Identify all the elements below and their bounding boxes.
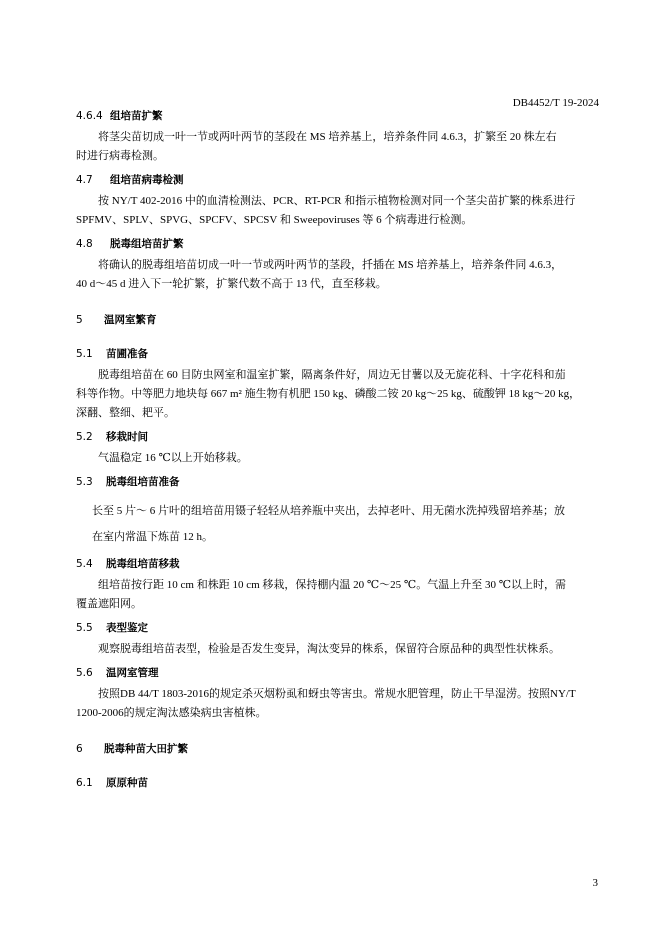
paragraph [76, 685, 600, 723]
section-number: 5.3 [76, 476, 93, 488]
paragraph [76, 256, 600, 294]
paragraph-line: 科等作物。中等肥力地块每 667 m² 施生物有机肥 150 kg、磷酸二铵 20 kg～25 kg、硫酸钾 18 kg～20 kg， [76, 388, 581, 400]
paragraph-line: 覆盖遮阳网。 [76, 598, 142, 610]
section-title: 脱毒组培苗移栽 [106, 558, 180, 570]
section-title: 移栽时间 [106, 431, 148, 443]
section-number: 4.6.4 [76, 110, 103, 122]
paragraph [76, 366, 600, 423]
section-heading [76, 108, 600, 124]
paragraph [76, 449, 600, 468]
section-heading [76, 474, 600, 490]
paragraph-line: 气温稳定 16 ℃以上开始移栽。 [98, 452, 248, 464]
paragraph [76, 192, 600, 230]
paragraph-line: SPFMV、SPLV、SPVG、SPCFV、SPCSV 和 Sweepoviruses 等 6 个病毒进行检测。 [76, 214, 473, 226]
paragraph-line: 按 NY/T 402-2016 中的血清检测法、PCR、RT-PCR 和指示植物检测对同一个茎尖苗扩繁的株系进行 [98, 195, 576, 207]
section-number: 5.2 [76, 431, 93, 443]
section-heading [76, 620, 600, 636]
paragraph-line: 将确认的脱毒组培苗切成一叶一节或两叶两节的茎段，扦插在 MS 培养基上，培养条件同 4.6.3， [98, 259, 563, 271]
chapter-heading [76, 741, 600, 757]
paragraph-line: 脱毒组培苗在 60 目防虫网室和温室扩繁，隔离条件好，周边无甘薯以及无旋花科、十字花科和茄 [98, 369, 566, 381]
section-heading [76, 556, 600, 572]
section-number: 4.7 [76, 174, 93, 186]
section-heading [76, 346, 600, 362]
section-title: 脱毒组培苗扩繁 [110, 238, 184, 250]
paragraph-line: 40 d～45 d 进入下一轮扩繁，扩繁代数不高于 13 代，直至移栽。 [76, 278, 387, 290]
standard-code: DB4452/T 19-2024 [512, 97, 599, 109]
chapter-title: 温网室繁育 [104, 314, 157, 326]
section-title: 苗圃准备 [106, 348, 148, 360]
section-heading [76, 665, 600, 681]
chapter-number: 5 [76, 314, 83, 326]
paragraph-line: 1200-2006的规定淘汰感染病虫害植株。 [76, 707, 267, 719]
section-heading [76, 236, 600, 252]
chapter-title: 脱毒种苗大田扩繁 [104, 743, 188, 755]
section-number: 5.1 [76, 348, 93, 360]
section-heading [76, 775, 600, 791]
section-title: 表型鉴定 [106, 622, 148, 634]
section-title: 原原种苗 [106, 777, 148, 789]
paragraph-line: 长至 5 片～ 6 片叶的组培苗用镊子轻轻从培养瓶中夹出，去掉老叶、用无菌水洗掉残留培养基；放 [92, 505, 565, 517]
section-number: 5.6 [76, 667, 93, 679]
paragraph-line: 组培苗按行距 10 cm 和株距 10 cm 移栽，保持棚内温 20 ℃～25 ℃。气温上升至 30 ℃以上时，需 [98, 579, 567, 591]
paragraph-line: 观察脱毒组培苗表型，检验是否发生变异，淘汰变异的株系，保留符合原品种的典型性状株系。 [98, 643, 560, 655]
section-number: 6.1 [76, 777, 93, 789]
paragraph [76, 128, 600, 166]
section-number: 5.5 [76, 622, 93, 634]
paragraph [76, 498, 600, 550]
section-title: 脱毒组培苗准备 [106, 476, 180, 488]
paragraph-line: 按照DB 44/T 1803-2016的规定杀灭烟粉虱和蚜虫等害虫。常规水肥管理，防止干旱湿涝。按照NY/T [98, 688, 576, 700]
page-number: 3 [592, 877, 598, 889]
section-title: 温网室管理 [106, 667, 159, 679]
chapter-heading [76, 312, 600, 328]
paragraph-line: 在室内常温下炼苗 12 h。 [92, 531, 213, 543]
paragraph [76, 576, 600, 614]
section-heading [76, 429, 600, 445]
section-title: 组培苗病毒检测 [110, 174, 184, 186]
section-title: 组培苗扩繁 [110, 110, 163, 122]
section-heading [76, 172, 600, 188]
chapter-number: 6 [76, 743, 83, 755]
section-number: 4.8 [76, 238, 93, 250]
page-content [76, 108, 600, 791]
paragraph-line: 时进行病毒检测。 [76, 150, 164, 162]
paragraph-line: 深翻、整细、耙平。 [76, 407, 175, 419]
paragraph-line: 将茎尖苗切成一叶一节或两叶两节的茎段在 MS 培养基上，培养条件同 4.6.3，扩繁至 20 株左右 [98, 131, 557, 143]
paragraph [76, 640, 600, 659]
section-number: 5.4 [76, 558, 93, 570]
